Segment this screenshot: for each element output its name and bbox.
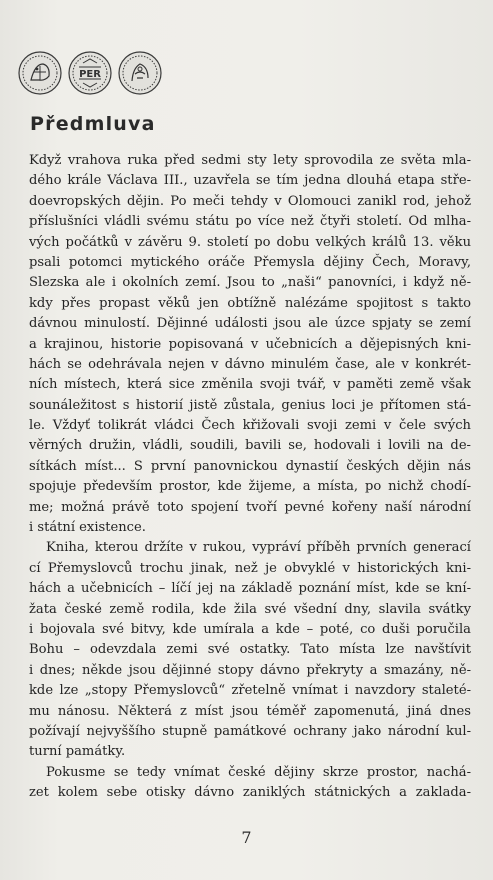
text-line: i státní existence. [29,520,146,536]
text-line: zet kolem sebe otisky dávno zaniklých státnických a zaklada- [29,785,471,801]
page-number: 7 [241,828,252,847]
text-line: mu nánosu. Některá z míst jsou téměř zapomenutá, jiná dnes [29,703,471,719]
text-line: le. Vždyť tolikrát vládci Čech křižovali svoji zemi v čele svých [29,418,471,434]
text-line: vých počátků v závěru 9. století po dobu velkých králů 13. věku [29,234,471,250]
paragraph-3 [29,763,471,804]
text-line: spojuje především prostor, kde žijeme, a místa, po nichž chodí- [29,479,471,495]
text-line: Slezska ale i okolních zemí. Jsou to „naši“ panovníci, i když ně- [29,275,471,291]
text-line: dávnou minulostí. Dějinné události jsou ale úzce spjaty se zemí [29,316,471,332]
text-line: hách a učebnicích – líčí jej na základě poznání míst, kde se kní- [29,581,471,597]
coin-illustrations [17,50,163,96]
text-line: turní památky. [29,744,126,760]
text-line: psali potomci mytického oráče Přemysla dějiny Čech, Moravy, [29,254,471,270]
text-line: sítkách míst... S první panovnickou dynastií českých dějin nás [29,458,471,474]
coin-icon-1 [17,50,63,96]
text-line: cí Přemyslovců trochu jinak, než je obvyklé v historických kni- [29,560,471,576]
text-line: Bohu – odevzdala zemi své ostatky. Tato místa lze navštívit [29,642,471,658]
text-line: požívají nejvyššího stupně památkové ochrany jako národní kul- [29,723,471,739]
text-line: Pokusme se tedy vnímat české dějiny skrze prostor, nachá- [46,764,471,780]
text-line: sounáležitost s historií jistě zůstala, genius loci je přítomen stá- [29,397,471,413]
paragraph-2 [29,538,471,762]
text-line: kde lze „stopy Přemyslovců“ zřetelně vnímat i navzdory staleté- [29,683,471,699]
paragraph-1 [29,151,471,538]
text-line: Když vrahova ruka před sedmi sty lety sprovodila ze světa mla- [29,153,471,168]
text-line: kdy přes propast věků jen obtížně nalézáme spojitost s takto [29,295,471,311]
text-line: žata české země rodila, kde žila své všední dny, slavila svátky [29,601,471,617]
text-line: dého krále Václava III., uzavřela se tím jedna dlouhá etapa stře- [29,173,471,189]
coin-emblem-text: PER [79,69,101,80]
text-line: i dnes; někde jsou dějinné stopy dávno překryty a smazány, ně- [29,662,471,678]
text-line: věrných družin, vládli, soudili, bavili se, hodovali i lovili na de- [29,438,471,454]
section-heading: Předmluva [30,113,156,135]
text-line: ních místech, která sice změnila svoji tvář, v paměti země však [29,377,471,393]
text-line: hách se odehrávala nejen v dávno minulém čase, ale v konkrét- [29,356,471,372]
coin-icon-3 [117,50,163,96]
text-line: i bojovala své bitvy, kde umírala a kde – poté, co duši poručila [29,621,471,637]
body-text [29,151,471,804]
text-line: a krajinou, historie popisovaná v učebnicích a dějepisných kni- [29,336,471,352]
text-line: doevropských dějin. Po meči tehdy v Olomouci zanikl rod, jehož [29,193,471,209]
text-line: me; možná právě toto spojení tvoří pevné kořeny naší národní [29,499,471,515]
text-line: příslušníci vládli svému státu po více než čtyři století. Od mlha- [29,214,471,230]
text-line: Kniha, kterou držíte v rukou, vypráví příběh prvních generací [46,540,471,556]
coin-icon-2 [67,50,113,96]
